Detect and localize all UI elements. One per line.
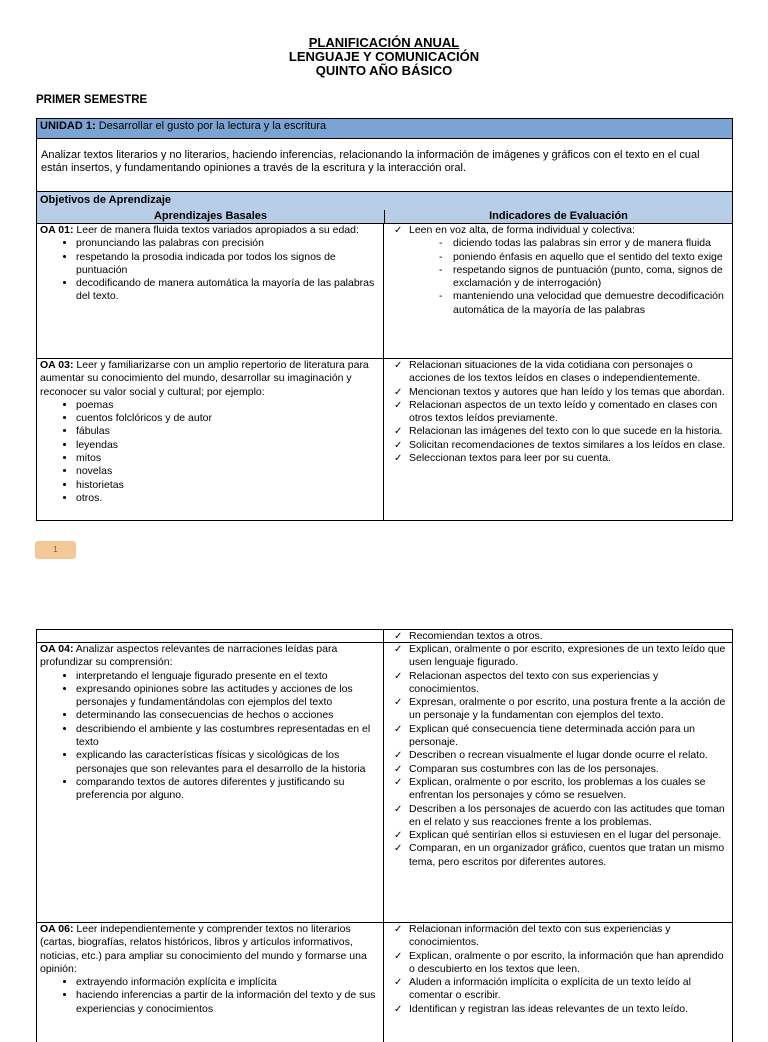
indicator-item: ✓ Relacionan aspectos de un texto leído y comentado en clases con otros textos leídos previamente. <box>390 399 729 426</box>
oa06-text: Leer independientemente y comprender textos no literarios (cartas, biografías, relatos históricos, libros y artículos informativos, noticias, etc.) para ampliar su conocimiento del mundo y formarse una opinión: <box>40 923 367 975</box>
indicator-item: ✓ Explican, oralmente o por escrito, los problemas a los cuales se enfrentan los personajes y cómo se resuelven. <box>390 776 729 803</box>
planning-table-page-2 <box>36 629 733 1029</box>
list-item: • expresando opiniones sobre las actitudes y acciones de los personajes y fundamentándolas con ejemplos del texto <box>76 683 380 710</box>
indicator-item: ✓ Relacionan información del texto con sus experiencias y conocimientos. <box>390 923 729 950</box>
list-item: • leyendas <box>76 439 380 452</box>
sub-indicator: - manteniendo una velocidad que demuestre decodificación automática de la mayoría de las palabras <box>439 290 729 317</box>
oa03-text: Leer y familiarizarse con un amplio repertorio de literatura para aumentar su conocimiento del mundo, desarrollar su imaginación y reconocer su valor social y cultural; por ejemplo: <box>40 359 369 398</box>
oa04-objective <box>37 642 384 922</box>
list-item: • historietas <box>76 479 380 492</box>
indicator-item: ✓ Seleccionan textos para leer por su cuenta. <box>390 452 729 465</box>
oa01-objective <box>37 223 384 358</box>
list-item: • fábulas <box>76 425 380 438</box>
oa06-objective <box>37 922 384 1042</box>
oa01-indicators <box>384 223 732 358</box>
list-item: • pronunciando las palabras con precisión <box>76 237 380 250</box>
indicator-item: ✓ Expresan, oralmente o por escrito, una postura frente a la acción de un personaje y la fundamentan con ejemplos del texto. <box>390 696 729 723</box>
indicator-item: ✓ Leen en voz alta, de forma individual y colectiva: - diciendo todas las palabras sin error y de manera fluida - poniendo énfasis en aquello que el sentido del texto exige - respetando signos de puntuación (punto, coma, signos de exclamación y de interrogación) - manteniendo una velocidad que demuestre decodificación automática de la mayoría de las palabras <box>390 224 729 317</box>
sub-indicator: - diciendo todas las palabras sin error y de manera fluida <box>439 237 729 250</box>
sub-indicator: - poniendo énfasis en aquello que el sentido del texto exige <box>439 251 729 264</box>
unit-title: Desarrollar el gusto por la lectura y la escritura <box>98 120 327 132</box>
unit-label: UNIDAD 1: <box>40 120 96 132</box>
continued-indicators <box>384 630 732 642</box>
list-item: • explicando las características físicas y sicológicas de los personajes que son relevantes para el desarrollo de la historia <box>76 749 380 776</box>
list-item: • haciendo inferencias a partir de la información del texto y de sus experiencias y conocimientos <box>76 989 380 1016</box>
oa06-code: OA 06: <box>40 923 74 935</box>
continued-objective-empty <box>37 630 384 642</box>
oa04-text: Analizar aspectos relevantes de narraciones leídas para profundizar su comprensión: <box>40 643 338 669</box>
page-number-badge: 1 <box>35 541 76 559</box>
indicator-item: ✓ Aluden a información implícita o explícita de un texto leído al comentar o escribir. <box>390 976 729 1003</box>
unit-description: Analizar textos literarios y no literarios, haciendo inferencias, relacionando la información de imágenes y gráficos con el texto en el cual están insertos, y fundamentando opiniones a través de la escritura y la interacción oral. <box>36 138 733 192</box>
list-item: • poemas <box>76 399 380 412</box>
list-item: • respetando la prosodia indicada por todos los signos de puntuación <box>76 251 380 278</box>
column-header-indicadores: Indicadores de Evaluación <box>489 210 628 222</box>
title-planificacion: PLANIFICACIÓN ANUAL <box>308 35 460 50</box>
objectives-heading: Objetivos de Aprendizaje <box>36 191 733 211</box>
indicator-item: ✓ Relacionan las imágenes del texto con lo que sucede en la historia. <box>390 425 729 438</box>
oa03-objective <box>37 358 384 520</box>
oa01-text: Leer de manera fluida textos variados apropiados a su edad: <box>73 224 359 236</box>
list-item: • describiendo el ambiente y las costumbres representadas en el texto <box>76 723 380 750</box>
document-title <box>0 36 768 78</box>
indicator-item: ✓ Relacionan aspectos del texto con sus experiencias y conocimientos. <box>390 670 729 697</box>
indicator-item: ✓ Comparan sus costumbres con las de los personajes. <box>390 763 729 776</box>
oa03-row <box>36 358 733 521</box>
list-item: • determinando las consecuencias de hechos o acciones <box>76 709 380 722</box>
list-item: • mitos <box>76 452 380 465</box>
indicator-item: ✓ Comparan, en un organizador gráfico, cuentos que tratan un mismo tema, pero escritos por diferentes autores. <box>390 842 729 869</box>
title-subject: LENGUAJE Y COMUNICACIÓN <box>288 49 480 64</box>
oa03-indicators <box>384 358 732 520</box>
oa04-row <box>36 642 733 923</box>
oa03-code: OA 03: <box>40 359 74 371</box>
list-item: • interpretando el lenguaje figurado presente en el texto <box>76 670 380 683</box>
columns-header <box>36 210 733 224</box>
indicator-item: ✓ Explican, oralmente o por escrito, expresiones de un texto leído que usen lenguaje figurado. <box>390 643 729 670</box>
continued-row <box>36 629 733 643</box>
unit-header <box>36 118 733 139</box>
list-item: • cuentos folclóricos y de autor <box>76 412 380 425</box>
oa04-code: OA 04: <box>40 643 74 655</box>
oa04-indicators <box>384 642 732 922</box>
sub-indicator: - respetando signos de puntuación (punto, coma, signos de exclamación y de interrogación) <box>439 264 729 291</box>
oa06-indicators <box>384 922 732 1042</box>
indicator-item: ✓ Describen o recrean visualmente el lugar donde ocurre el relato. <box>390 749 729 762</box>
list-item: • extrayendo información explícita e implícita <box>76 976 380 989</box>
list-item: • otros. <box>76 492 380 505</box>
planning-table-page-1 <box>36 118 733 521</box>
semester-heading: PRIMER SEMESTRE <box>36 94 148 106</box>
indicator-item: ✓ Recomiendan textos a otros. <box>390 630 729 642</box>
indicator-item: ✓ Mencionan textos y autores que han leído y los temas que abordan. <box>390 386 729 399</box>
indicator-item: ✓ Solicitan recomendaciones de textos similares a los leídos en clase. <box>390 439 729 452</box>
list-item: • decodificando de manera automática la mayoría de las palabras del texto. <box>76 277 380 304</box>
indicator-item: ✓ Explican qué sentirían ellos si estuviesen en el lugar del personaje. <box>390 829 729 842</box>
indicator-item: ✓ Explican qué consecuencia tiene determinada acción para un personaje. <box>390 723 729 750</box>
oa01-code: OA 01: <box>40 224 74 236</box>
oa06-row <box>36 922 733 1042</box>
indicator-item: ✓ Relacionan situaciones de la vida cotidiana con personajes o acciones de los textos leídos en clases o independientemente. <box>390 359 729 386</box>
list-item: • comparando textos de autores diferentes y justificando su preferencia por alguno. <box>76 776 380 803</box>
column-header-basales: Aprendizajes Basales <box>37 210 385 223</box>
title-grade: QUINTO AÑO BÁSICO <box>315 63 453 78</box>
indicator-item: ✓ Describen a los personajes de acuerdo con las actitudes que toman en el relato y sus reacciones frente a los problemas. <box>390 803 729 830</box>
indicator-item: ✓ Identifican y registran las ideas relevantes de un texto leído. <box>390 1003 729 1016</box>
list-item: • novelas <box>76 465 380 478</box>
indicator-item: ✓ Explican, oralmente o por escrito, la información que han aprendido o descubierto en los textos que leen. <box>390 950 729 977</box>
oa01-row <box>36 223 733 359</box>
